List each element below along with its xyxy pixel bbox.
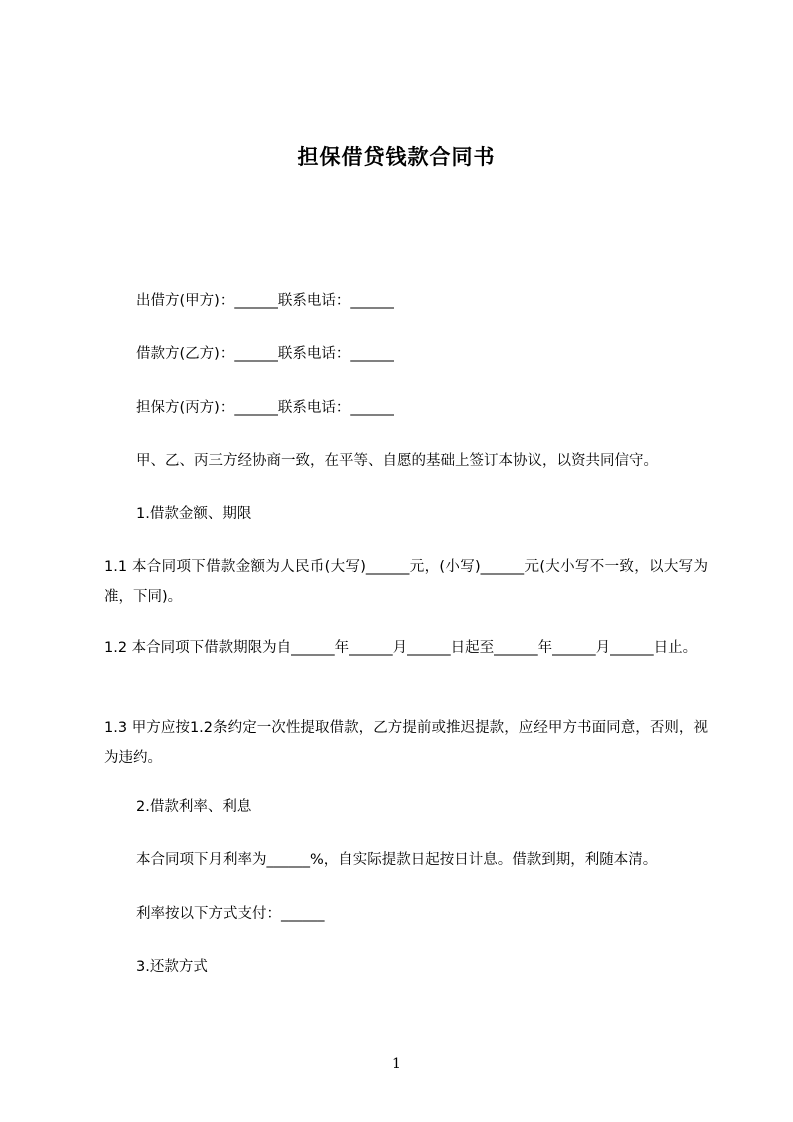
- document-title: 担保借贷钱款合同书: [297, 145, 496, 169]
- clause-1-3: 1.3 甲方应按1.2条约定一次性提取借款，乙方提前或推迟提款，应经甲方书面同意，否则，视为违约。: [104, 720, 708, 766]
- clause-1-1: 1.1 本合同项下借款金额为人民币(大写)______元，(小写)______元(大小写不一致，以大写为准，下同)。: [104, 559, 708, 605]
- interest-rate-clause: 本合同项下月利率为______%，自实际提款日起按日计息。借款到期，利随本清。: [136, 852, 658, 868]
- section-3-heading: 3.还款方式: [136, 959, 208, 975]
- borrower-party-line: 借款方(乙方)：______联系电话：______: [136, 346, 394, 362]
- page-number: 1: [392, 1056, 401, 1072]
- clause-1-2: 1.2 本合同项下借款期限为自______年______月______日起至______年______月______日止。: [104, 640, 698, 656]
- guarantor-party-line: 担保方(丙方)：______联系电话：______: [136, 400, 394, 416]
- interest-payment-clause: 利率按以下方式支付：______: [136, 906, 325, 922]
- lender-party-line: 出借方(甲方)：______联系电话：______: [136, 293, 394, 309]
- intro-paragraph: 甲、乙、丙三方经协商一致，在平等、自愿的基础上签订本协议，以资共同信守。: [136, 453, 658, 469]
- section-1-heading: 1.借款金额、期限: [136, 506, 252, 522]
- section-2-heading: 2.借款利率、利息: [136, 799, 252, 815]
